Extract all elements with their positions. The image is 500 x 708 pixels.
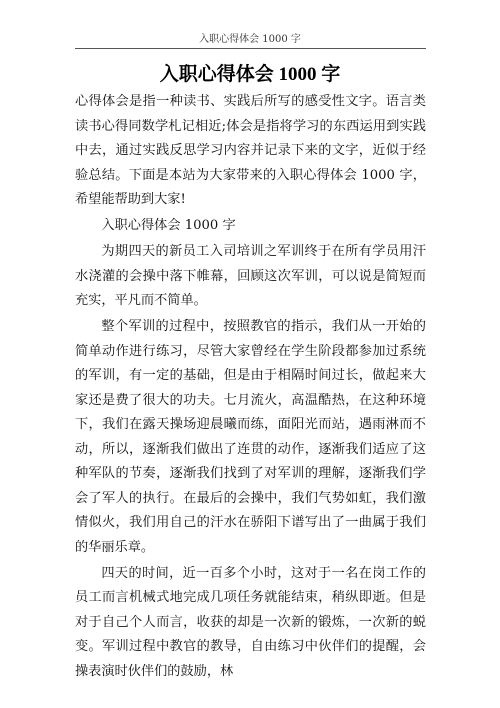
running-header: 入职心得体会 1000 字 [199,34,301,45]
body-paragraph-3: 四天的时间，近一百多个小时，这对于一名在岗工作的员工而言机械式地完成几项任务就能结束，稍纵即逝。但是对于自己个人而言，收获的却是一次新的锻炼，一次新的蜕变。军训过程中教官的教导，自由练习中伙伴们的提醒，会操表演时伙伴们的鼓励，林 [75,565,426,679]
body-paragraph-2: 整个军训的过程中，按照教官的指示，我们从一开始的简单动作进行练习，尽管大家曾经在学生阶段都参加过系统的军训，有一定的基础，但是由于相隔时间过长，做起来大家还是费了很大的功夫。七月流火，高温酷热，在这种环境下，我们在露天操场迎晨曦而练，面阳光而站，遇雨淋而不动，所以，逐渐我们做出了连贯的动作，逐渐我们适应了这种军队的节奏，逐渐我们找到了对军训的理解，逐渐我们学会了军人的执行。在最后的会操中，我们气势如虹，我们激情似火，我们用自己的汗水在骄阳下谱写出了一曲属于我们的华丽乐章。 [75,319,426,555]
document-body [75,90,426,684]
section-heading: 入职心得体会 1000 字 [101,218,236,233]
header-divider [75,48,426,49]
intro-paragraph: 心得体会是指一种读书、实践后所写的感受性文字。语言类读书心得同数学札记相近;体会是指将学习的东西运用到实践中去，通过实践反思学习内容并记录下来的文字，近似于经验总结。下面是本站为大家带来的入职心得体会 1000 字，希望能帮助到大家! [75,94,426,207]
document-title: 入职心得体会 1000 字 [159,64,341,85]
body-paragraph-1: 为期四天的新员工入司培训之军训终于在所有学员用汗水浇灌的会操中落下帷幕，回顾这次军训，可以说是简短而充实，平凡而不简单。 [75,244,426,308]
